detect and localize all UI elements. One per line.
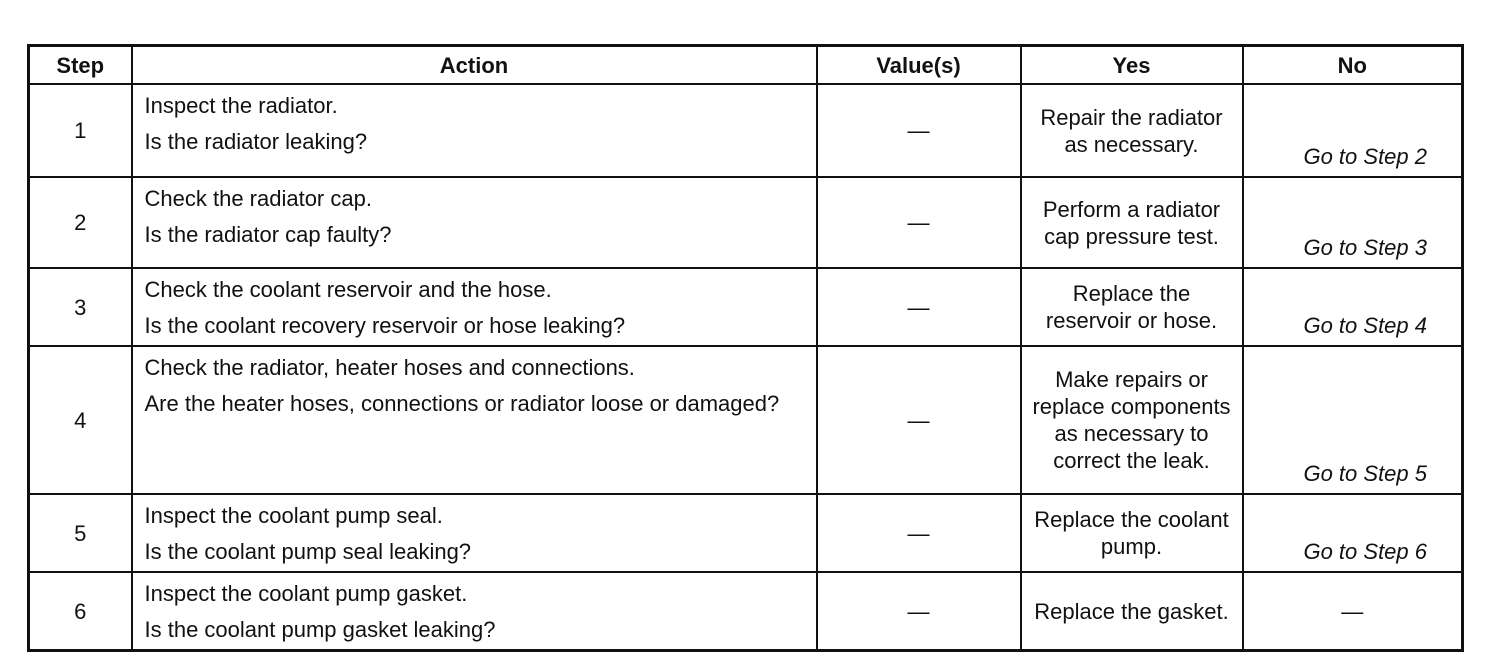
no-cell: Go to Step 4: [1243, 268, 1463, 346]
no-cell: —: [1243, 572, 1463, 651]
yes-cell: Repair the radiator as necessary.: [1021, 84, 1243, 177]
yes-cell: Replace the reservoir or hose.: [1021, 268, 1243, 346]
action-question: Is the radiator leaking?: [144, 129, 368, 154]
action-cell: [132, 572, 817, 651]
no-cell: Go to Step 2: [1243, 84, 1463, 177]
values-cell: —: [817, 346, 1021, 494]
step-number: 3: [29, 268, 132, 346]
yes-cell: Make repairs or replace components as necessary to correct the leak.: [1021, 346, 1243, 494]
action-question: Is the coolant pump seal leaking?: [144, 539, 472, 564]
no-cell: Go to Step 5: [1243, 346, 1463, 494]
no-cell: Go to Step 6: [1243, 494, 1463, 572]
action-instruction: Inspect the radiator.: [144, 93, 338, 118]
table-row: [29, 572, 1463, 651]
action-question: Is the coolant pump gasket leaking?: [144, 617, 496, 642]
table-row: [29, 346, 1463, 494]
header-yes: Yes: [1021, 46, 1243, 85]
action-cell: [132, 346, 817, 494]
table-row: [29, 494, 1463, 572]
step-number: 6: [29, 572, 132, 651]
header-row: [29, 46, 1463, 85]
header-no: No: [1243, 46, 1463, 85]
action-cell: [132, 177, 817, 268]
values-cell: —: [817, 572, 1021, 651]
action-question: Are the heater hoses, connections or radiator loose or damaged?: [144, 391, 780, 416]
no-cell: Go to Step 3: [1243, 177, 1463, 268]
yes-cell: Perform a radiator cap pressure test.: [1021, 177, 1243, 268]
action-question: Is the coolant recovery reservoir or hose leaking?: [144, 313, 626, 338]
header-action: Action: [132, 46, 817, 85]
action-instruction: Inspect the coolant pump gasket.: [144, 581, 468, 606]
action-instruction: Check the radiator, heater hoses and connections.: [144, 355, 635, 380]
table-row: [29, 268, 1463, 346]
step-number: 1: [29, 84, 132, 177]
action-instruction: Check the coolant reservoir and the hose.: [144, 277, 552, 302]
yes-cell: Replace the gasket.: [1021, 572, 1243, 651]
values-cell: —: [817, 177, 1021, 268]
table-row: [29, 84, 1463, 177]
action-cell: [132, 84, 817, 177]
step-number: 5: [29, 494, 132, 572]
values-cell: —: [817, 268, 1021, 346]
action-cell: [132, 494, 817, 572]
action-cell: [132, 268, 817, 346]
action-instruction: Check the radiator cap.: [144, 186, 372, 211]
action-instruction: Inspect the coolant pump seal.: [144, 503, 443, 528]
diagnostic-table: [27, 44, 1464, 652]
step-number: 4: [29, 346, 132, 494]
values-cell: —: [817, 84, 1021, 177]
header-step: Step: [29, 46, 132, 85]
step-number: 2: [29, 177, 132, 268]
action-question: Is the radiator cap faulty?: [144, 222, 392, 247]
header-values: Value(s): [817, 46, 1021, 85]
yes-cell: Replace the coolant pump.: [1021, 494, 1243, 572]
table-row: [29, 177, 1463, 268]
values-cell: —: [817, 494, 1021, 572]
